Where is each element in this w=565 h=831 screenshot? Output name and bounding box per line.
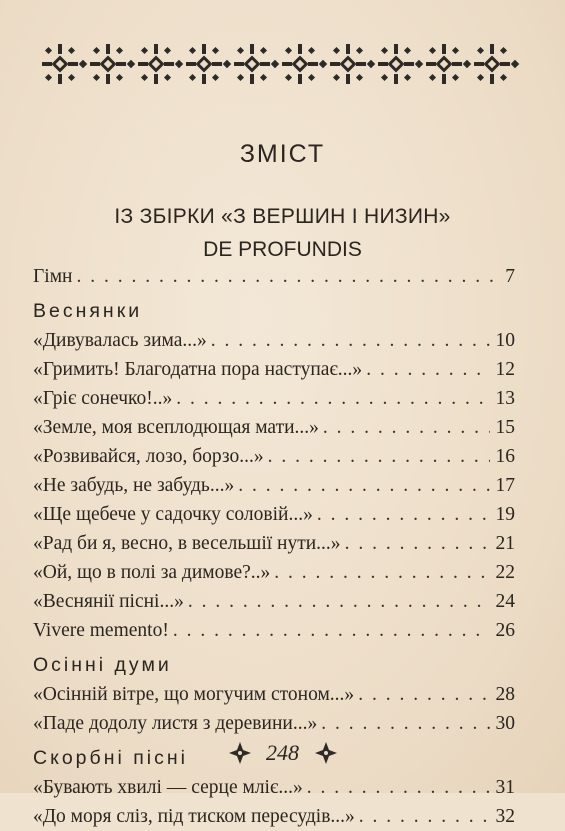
toc-entry[interactable] [33,413,515,442]
toc-entry[interactable] [33,529,515,558]
toc-entry[interactable] [33,471,515,500]
toc-entry-page: 19 [495,504,515,525]
toc-group-heading: Скорбні пісні [33,747,188,769]
toc-entry[interactable] [33,355,515,384]
leader-dots [238,471,489,500]
leader-dots [188,587,490,616]
toc-entry-page: 31 [495,777,515,798]
toc-entry-page: 30 [495,713,515,734]
toc-entry-page: 21 [495,533,515,554]
toc-entry-title: «Ой, що в полі за димове?..» [33,562,271,583]
toc-entry-page: 24 [495,591,515,612]
toc-entry[interactable] [33,384,515,413]
toc-entry-title: «Бувають хвилі — серце мліє...» [33,777,303,798]
section-title: ІЗ ЗБІРКИ «З ВЕРШИН І НИЗИН» [114,205,451,228]
toc-entry-title: «Земле, моя всеплодющая мати...» [33,417,319,438]
toc-entry-page: 17 [495,475,515,496]
leader-dots [366,355,489,384]
leader-dots [321,709,489,738]
page-footer [0,738,565,766]
leader-dots [274,558,489,587]
toc-entry-page: 32 [495,806,515,827]
toc-entry[interactable] [33,326,515,355]
toc-entry[interactable] [33,500,515,529]
leader-dots [323,413,490,442]
toc-entry-title: «Розвивайся, лозо, борзо...» [33,446,264,467]
toc-entry-title: «Гримить! Благодатна пора наступає...» [33,359,363,380]
page-title: ЗМІСТ [239,140,326,168]
subsection-title: DE PROFUNDIS [203,238,362,261]
toc-entry-title: «Веснянії пісні...» [33,591,184,612]
toc-entry-page: 7 [505,266,515,287]
leader-dots [307,773,490,802]
embroidery-border-icon [40,40,523,88]
toc-entry[interactable] [33,262,515,291]
toc-entry-page: 10 [495,330,515,351]
toc-entry-title: «Паде додолу листя з деревини...» [33,713,318,734]
toc-entry-page: 26 [495,620,515,641]
star-ornament-icon [227,740,253,766]
leader-dots [268,442,490,471]
toc-entry-title: «До моря сліз, під тиском пересудів...» [33,806,355,827]
toc-entry-title: «Гріє сонечко!..» [33,388,173,409]
toc-entry[interactable] [33,442,515,471]
leader-dots [176,384,489,413]
toc-entry-page: 22 [495,562,515,583]
toc-group-heading: Веснянки [33,300,143,322]
toc-entry-title: Гімн [33,266,73,287]
toc-entry-title: «Рад би я, весно, в весельшії нути...» [33,533,341,554]
toc-entry[interactable] [33,616,515,645]
leader-dots [345,529,490,558]
toc-entry[interactable] [33,587,515,616]
leader-dots [211,326,490,355]
toc-entry-title: «Дивувалась зима...» [33,330,207,351]
toc-entry-title: «Осінній вітре, що могучим стоном...» [33,684,355,705]
leader-dots [359,802,490,831]
toc-entry[interactable] [33,680,515,709]
leader-dots [173,616,490,645]
page-number: 248 [266,739,299,765]
leader-dots [358,680,489,709]
toc-entry[interactable] [33,802,515,831]
toc-entry-page: 28 [495,684,515,705]
toc-entry[interactable] [33,709,515,738]
leader-dots [317,500,490,529]
toc-entry-page: 16 [495,446,515,467]
toc-entry-title: «Ще щебече у садочку соловій...» [33,504,313,525]
toc-entry-page: 13 [495,388,515,409]
toc-entry-page: 15 [495,417,515,438]
toc-entry-page: 12 [495,359,515,380]
toc-entry-title: Vivere memento! [33,620,169,641]
toc-entry-title: «Не забудь, не забудь...» [33,475,235,496]
toc-entry[interactable] [33,558,515,587]
toc-entry[interactable] [33,773,515,802]
leader-dots [76,262,499,291]
star-ornament-icon [313,740,339,766]
toc-group-heading: Осінні думи [33,654,172,676]
